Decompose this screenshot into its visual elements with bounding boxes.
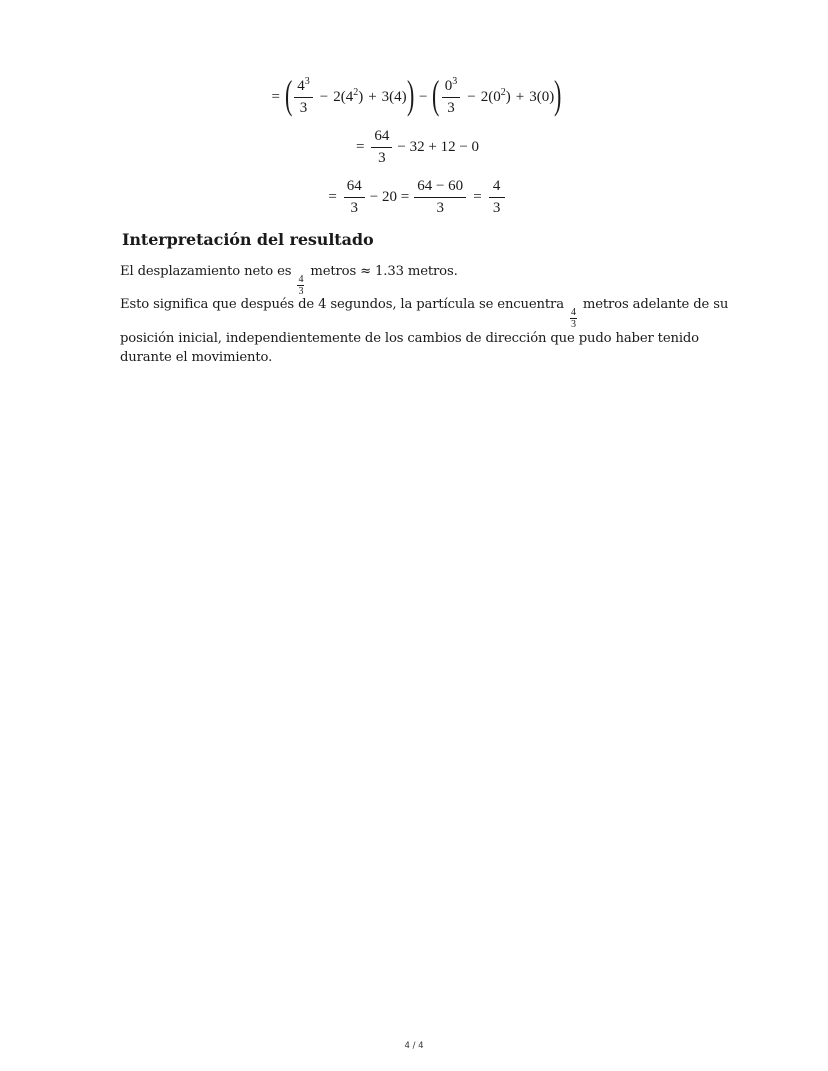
- fraction-64-over-3: $\frac{64}{3}$: [369, 129, 394, 166]
- term-2-4-squared: $2(4^2)$: [333, 86, 364, 105]
- fraction-64-over-3: $\frac{64}{3}$: [342, 179, 367, 216]
- term-3-4: 3(4): [381, 88, 407, 105]
- equation-line-3: = $\frac{64}{3}$ − 20 = $\frac{64 - 60}{3}$ = $\frac{4}{3}$: [0, 176, 828, 218]
- equation-line-2: = $\frac{64}{3}$ − 32 + 12 − 0: [0, 126, 828, 168]
- equation-line-1: = ( $\frac{4^3}{3}$ − $2(4^2)$ + 3(4) ) − ( $\frac{0^3}{3}$ − $2(0^2)$ + 3(0) ): [0, 72, 828, 122]
- equals-sign: =: [271, 88, 280, 105]
- right-paren: ): [406, 72, 415, 117]
- right-paren: ): [554, 72, 562, 117]
- fraction-4-cubed-over-3: $\frac{4^3}{3}$: [292, 79, 315, 116]
- section-heading: Interpretación del resultado: [122, 230, 374, 249]
- fraction-4-over-3: $\frac{4}{3}$: [487, 179, 507, 216]
- equation-remainder: − 32 + 12 − 0: [397, 138, 480, 155]
- page-number: 4 / 4: [404, 1041, 424, 1051]
- left-paren: (: [432, 72, 440, 117]
- inline-fraction: $\frac{4}{3}$: [570, 307, 576, 330]
- paragraph-interpretation: Esto significa que después de 4 segundos, la partícula se encuentra $\frac{4}{3}$ metros adelante de su posición inicial, independientemente de los cambios de dirección que pudo haber tenido durante el movimiento.: [120, 297, 729, 365]
- middle-minus: −: [419, 88, 428, 105]
- term-3-0: 3(0): [529, 88, 555, 105]
- fraction-64-minus-60-over-3: $\frac{64 - 60}{3}$: [412, 179, 468, 216]
- fraction-0-cubed-over-3: $\frac{0^3}{3}$: [440, 79, 463, 116]
- paragraph-net-displacement: El desplazamiento neto es $\frac{4}{3}$ metros ≈ 1.33 metros.: [120, 264, 458, 297]
- term-2-0-squared: $2(0^2)$: [480, 86, 511, 105]
- left-paren: (: [284, 72, 293, 117]
- inline-fraction: $\frac{4}{3}$: [298, 274, 304, 297]
